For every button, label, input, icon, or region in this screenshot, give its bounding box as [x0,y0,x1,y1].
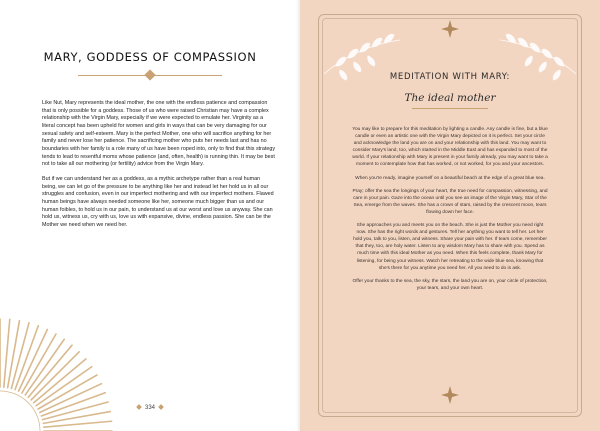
page-number [112,405,188,411]
paragraph: You may like to prepare for this meditation by lighting a candle. Any candle is fine, but a blue candle or even an artistic one with the Virgin Mary depicted on it is perfect. Set your circle and acknowledge the land you are on and your relationship with this land. You may want to consider Mary's land, too, which started in the Middle East and has expanded to most of the world. If your relationship with Mary is present in your family already, you may want to take a moment to contemplate how that has worked, or not worked, for you and your ancestors. [352,127,548,168]
diamond-icon [158,405,164,411]
paragraph: Offer your thanks to the sea, the sky, the stars, the land you are on, your circle of protection, your tears, and your own heart. [352,278,548,291]
meditation-title: MEDITATION WITH MARY: [389,72,511,82]
right-page [300,0,600,431]
right-page-content [300,0,600,431]
right-body-text [352,126,548,298]
diamond-icon [144,69,155,80]
paragraph: Like Nut, Mary represents the ideal mother, the one with the endless patience and compassion that is only possible for a goddess. Those of us who were raised Christian may have a complex relationship with the Virgin Mary, especially if we were expected to emulate her. Virginity as a literal concept has been upheld for women and girls in ways that can be very damaging for our sexual safety and self-esteem. Mary is the perfect Mother, one who will sacrifice anything for her family and never lose her patience. The sacrificing mother who puts her needs last and has no boundaries with her family is a role many of us have been roped into, only to find that this strategy tends to lead to resentful moms whose patience (and, often, health) is running thin. It may be best not to take all our mothering (or fertility) advice from the Virgin Mary. [42,100,276,168]
sunburst-ornament [0,311,120,431]
page-number-text: 334 [144,405,155,411]
subtitle-divider [412,108,488,109]
left-body-text [42,100,276,237]
paragraph: She approaches you and meets you on the beach. She is just the Mother you need right now. She has the right words and gestures. Tell her anything you want to tell her. Let her hold you, talk to you, listen, and witness. Share your pain with her. If tears come, remember that they, too, are holy water. Listen to any wisdom Mary has to share with you. Spend as much time with this ideal Mother as you need. When this feels complete, thank Mary for listening, for being your witness. Watch her retreating to the wide blue sea, knowing that she's there for you anytime you need her. All you need to do is ask. [353,223,547,271]
paragraph: Pray; offer the sea the longings of your heart, the true need for compassion, witnessing, and care in your pain. Gaze into the ocean until you see an image of the Virgin Mary, Star of the Sea, emerge from the waves. She has a crown of stars, raised by the crescent moon, tears flowing down her face. [352,188,548,215]
paragraph: But if we can understand her as a goddess, as a mythic archetype rather than a real human being, we can let go of the pressure to be anything like her and instead let her hold us in all our struggles and confusion, even in our imperfect mothering and with our imperfect mothers. Flawed human beings have always needed someone like her, someone much bigger than us and our human foibles, to hold us in our pain, to understand us at our worst and love us anyway. She can hold us, witness us, cry with us, love us with expansive, divine, endless passion. She can be the Mother we need when we need her. [42,175,274,228]
chapter-heading: MARY, GODDESS OF COMPASSION [43,50,257,64]
meditation-subtitle: The ideal mother [404,92,496,104]
paragraph: When you're ready, imagine yourself on a beautiful beach at the edge of a great blue sea. [355,175,545,181]
diamond-icon [136,405,142,411]
